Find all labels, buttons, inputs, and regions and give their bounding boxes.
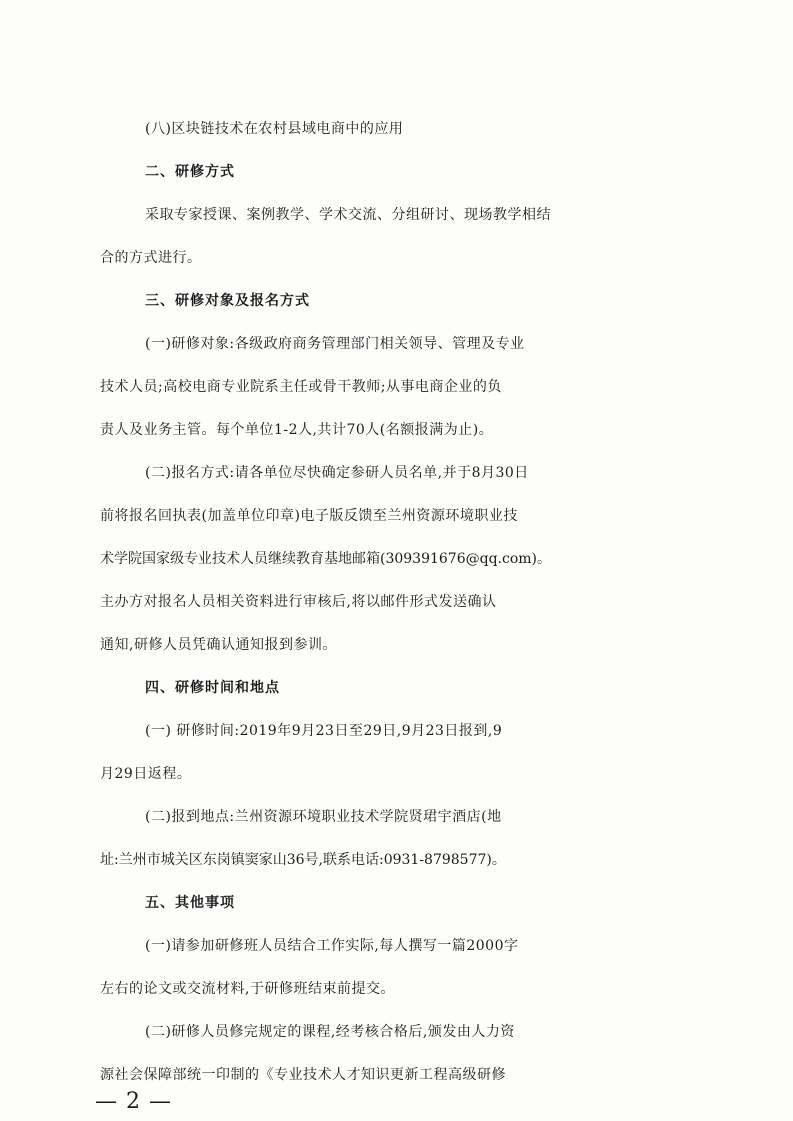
section-heading: 三、研修对象及报名方式 — [145, 293, 310, 309]
paragraph-line: 左右的论文或交流材料,于研修班结束前提交。 — [100, 981, 395, 997]
page-number: — 2 — — [95, 1089, 172, 1114]
paragraph-line: (二)报名方式:请各单位尽快确定参研人员名单,并于8月30日 — [145, 465, 529, 481]
paragraph-line: 术学院国家级专业技术人员继续教育基地邮箱(309391676@qq.com)。 — [100, 551, 552, 567]
section-heading: 五、其他事项 — [145, 895, 235, 911]
paragraph-line: (二)研修人员修完规定的课程,经考核合格后,颁发由人力资 — [145, 1024, 515, 1040]
section-heading: 四、研修时间和地点 — [145, 680, 280, 696]
paragraph-line: 主办方对报名人员相关资料进行审核后,将以邮件形式发送确认 — [100, 594, 497, 610]
paragraph-line: (一)请参加研修班人员结合工作实际,每人撰写一篇2000字 — [145, 938, 519, 954]
paragraph-line: (一) 研修时间:2019年9月23日至29日,9月23日报到,9 — [145, 723, 503, 739]
paragraph-line: 月29日返程。 — [100, 766, 192, 782]
section-heading: 二、研修方式 — [145, 164, 235, 180]
paragraph-line: 址:兰州市城关区东岗镇窦家山36号,联系电话:0931-8798577)。 — [100, 852, 506, 868]
paragraph-line: (二)报到地点:兰州资源环境职业技术学院贤珺宇酒店(地 — [145, 809, 502, 825]
paragraph-line: 源社会保障部统一印制的《专业技术人才知识更新工程高级研修 — [100, 1067, 506, 1083]
paragraph-line: 合的方式进行。 — [100, 250, 202, 266]
paragraph-line: (八)区块链技术在农村县域电商中的应用 — [145, 121, 404, 137]
paragraph-line: 通知,研修人员凭确认通知报到参训。 — [100, 637, 337, 653]
paragraph-line: (一)研修对象:各级政府商务管理部门相关领导、管理及专业 — [145, 336, 525, 352]
paragraph-line: 采取专家授课、案例教学、学术交流、分组研讨、现场教学相结 — [145, 207, 551, 223]
paragraph-line: 技术人员;高校电商专业院系主任或骨干教师;从事电商企业的负 — [100, 379, 502, 395]
paragraph-line: 前将报名回执表(加盖单位印章)电子版反馈至兰州资源环境职业技 — [100, 508, 518, 524]
paragraph-line: 责人及业务主管。每个单位1-2人,共计70人(名额报满为止)。 — [100, 422, 494, 438]
